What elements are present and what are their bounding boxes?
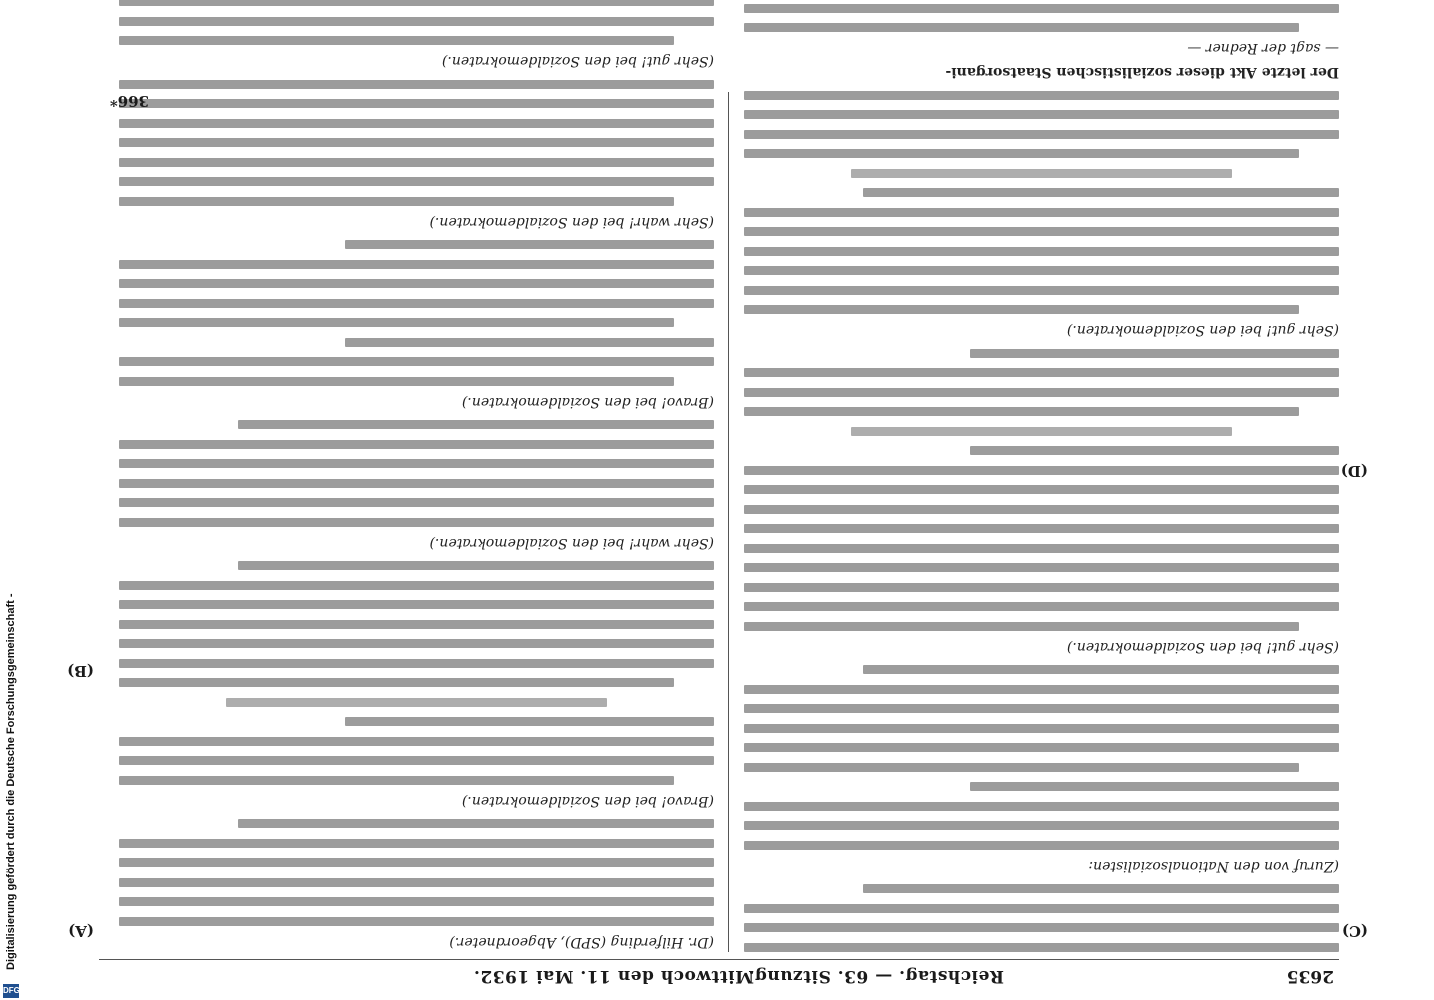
interjection: — sagt der Redner —	[1187, 40, 1339, 57]
column-right	[119, 53, 714, 952]
interjection: (Sehr gut! bei den Sozialdemokraten.)	[441, 53, 714, 70]
dfg-logo-icon: DFG	[3, 984, 19, 998]
interjection: (Bravo! bei den Sozialdemokraten.)	[461, 793, 714, 809]
digitization-sidebar	[0, 0, 22, 1000]
digitization-credit: Digitalisierung gefördert durch die Deutsche Forschungsgemeinschaft -	[5, 593, 17, 970]
page-number-left: 2635	[1286, 966, 1334, 986]
column-divider	[728, 92, 729, 952]
interjection: (Sehr gut! bei den Sozialdemokraten.)	[1066, 639, 1339, 655]
folio-number: 366*	[109, 92, 149, 110]
quoted-heading: Der letzte Akt dieser sozialistischen Staatsorgani-	[945, 64, 1339, 81]
page-header	[94, 964, 1344, 988]
interjection: (Sehr wahr! bei den Sozialdemokraten.)	[429, 535, 714, 551]
margin-marker-a: (A)	[68, 922, 94, 940]
header-rule	[99, 959, 1339, 960]
header-date: Mittwoch den 11. Mai 1932.	[473, 966, 754, 986]
interjection: (Zuruf von den Nationalsozialisten:	[1088, 858, 1339, 874]
interjection: (Sehr gut! bei den Sozialdemokraten.)	[1066, 322, 1339, 339]
margin-marker-d: (D)	[1340, 462, 1368, 480]
interjection: (Bravo! bei den Sozialdemokraten.)	[461, 394, 714, 410]
interjection: (Sehr wahr! bei den Sozialdemokraten.)	[429, 214, 714, 230]
column-left	[744, 40, 1339, 952]
header-title: Reichstag. — 63. Sitzung.	[748, 966, 1004, 986]
margin-marker-c: (C)	[1341, 922, 1368, 940]
margin-marker-b: (B)	[67, 662, 94, 680]
speaker-line: (Dr. Hilferding (SPD), Abgeordneter.)	[449, 934, 714, 950]
